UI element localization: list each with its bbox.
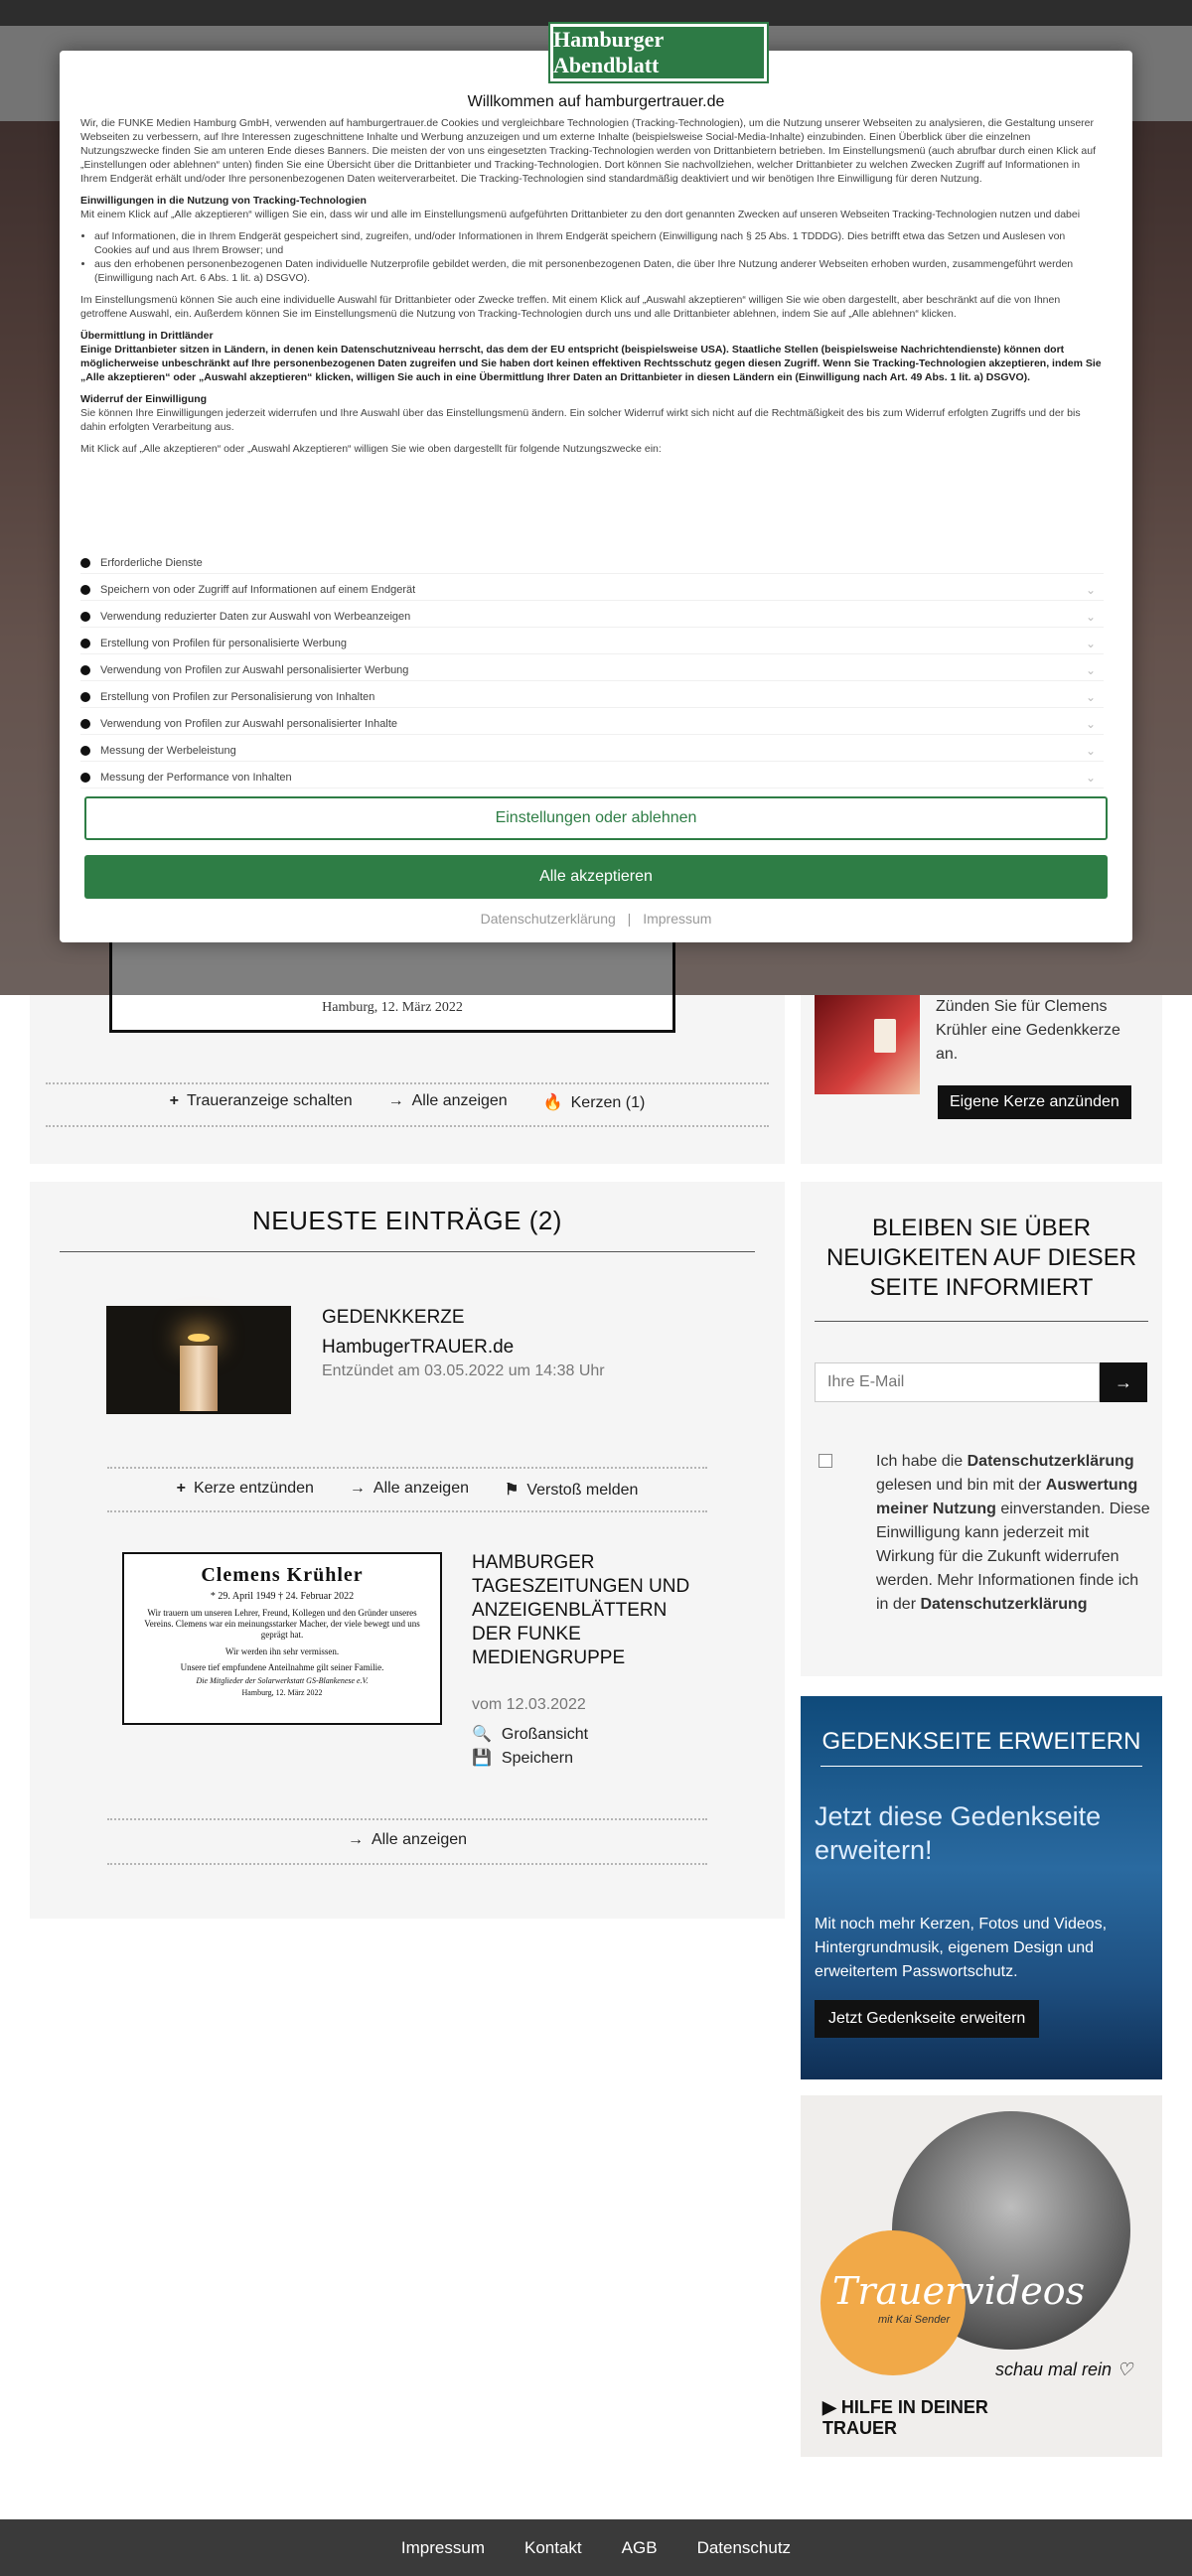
light-candle-link[interactable]: + Kerze entzünden (176, 1480, 314, 1497)
divider (107, 1510, 707, 1512)
divider (46, 1082, 769, 1084)
chevron-down-icon[interactable]: ⌄ (1085, 610, 1096, 624)
publish-date: vom 12.03.2022 (472, 1696, 586, 1713)
flame-glow (188, 1334, 210, 1342)
obituary-preview-date: Hamburg, 12. März 2022 (322, 1000, 463, 1015)
obit-text: Wir trauern um unseren Lehrer, Freund, Kollegen und den Gründer unseres Vereins. Clemens war ein meinungsstarker Macher, der viele bewegt und uns geprägt hat. (144, 1608, 420, 1640)
intro-text: Wir, die FUNKE Medien Hamburg GmbH, verwenden auf hamburgertrauer.de Cookies und vergleichbare Technologien (Tracking-Technologien), um die Nutzung unserer Webseiten zu analysieren, die Gestaltung unserer Webseiten zu verbessern, auf Ihre Interessen zugeschnittene Inhalte und Werbung anzuzeigen und um externe Inhalte (beispielsweise Social-Media-Inhalte) einzubinden. Einen Überblick über die einzelnen Nutzungszwecke finden Sie am unteren Ende dieses Banners. Die meisten der von uns eingesetzten Tracking-Technologien werden von Drittanbietern betrieben. Im Einstellungsmenü (auch abrufbar durch einen Klick auf „Einstellungen oder ablehnen“ unten) finden Sie eine Übersicht über die Drittanbieter und Tracking-Technologien. Dort können Sie nachvollziehen, welcher Drittanbieter zu welchen Zwecken Zugriff auf Informationen in Ihrem Endgerät erhält und/oder Ihre personenbezogenen Daten weiterverarbeitet. Die Tracking-Technologien sind standardmäßig deaktiviert und wir benötigen Ihre Einwilligung für deren Nutzung. (80, 117, 1097, 185)
consent-bullet: • aus den erhobenen personenbezogenen Daten individuelle Nutzerprofile gebildet werden, die mit personenbezogenen Daten, die über Ihre Nutzung anderer Webseiten erhoben wurden, zusammengeführt werden (Einwilligung nach Art. 6 Abs. 1 lit. a) DSGVO). (94, 257, 1104, 285)
trauervideos-ad[interactable] (801, 2095, 1162, 2457)
brand-sub: mit Kai Sender (878, 2314, 951, 2326)
imprint-link[interactable]: Impressum (643, 911, 712, 927)
analytics-link[interactable]: Auswertung meiner Nutzung (876, 1477, 1138, 1517)
divider (107, 1863, 707, 1865)
purposes-intro: Mit Klick auf „Alle akzeptieren“ oder „Auswahl Akzeptieren“ willigen Sie wie oben dargestellt für folgende Nutzungszwecke ein: (80, 443, 662, 455)
divider (107, 1818, 707, 1820)
modal-title: Willkommen auf hamburgertrauer.de (467, 93, 725, 110)
purpose-item[interactable]: Verwendung von Profilen zur Auswahl personalisierter Werbung ⌄ (80, 660, 1104, 681)
footer-link[interactable]: Impressum (400, 2537, 485, 2557)
settings-or-decline-button[interactable]: Einstellungen oder ablehnen (84, 796, 1108, 840)
purpose-item[interactable]: Verwendung reduzierter Daten zur Auswahl von Werbeanzeigen ⌄ (80, 607, 1104, 628)
chevron-down-icon[interactable]: ⌄ (1085, 690, 1096, 704)
arrow-right-icon: → (1115, 1371, 1132, 1392)
purpose-bullet (80, 612, 90, 622)
extend-page-button[interactable]: Jetzt Gedenkseite erweitern (815, 2000, 1039, 2038)
promo-headline: Jetzt diese Gedenkseite erweitern! (815, 1801, 1102, 1865)
purpose-bullet (80, 692, 90, 702)
purpose-bullet (80, 773, 90, 783)
chevron-down-icon[interactable]: ⌄ (1085, 663, 1096, 677)
entry-author: HambugerTRAUER.de (322, 1337, 515, 1358)
chevron-down-icon[interactable]: ⌄ (1085, 771, 1096, 785)
show-all-link[interactable]: → Alle anzeigen (349, 1480, 469, 1497)
show-all-link[interactable]: → Alle anzeigen (387, 1092, 508, 1109)
settings-text: Im Einstellungsmenü können Sie auch eine individuelle Auswahl für Drittanbieter oder Zwecke treffen. Mit einem Klick auf „Auswahl akzeptieren“ willigen Sie wie oben dargestellt, aber beschränkt auf die von Ihnen getroffene Auswahl, ein. Außerdem können Sie im Einstellungsmenü die Nutzung von Tracking-Technologien durch uns und alle Drittanbieter ablehnen, indem Sie auf „Alle ablehnen“ klicken. (80, 294, 1061, 320)
promo-card (801, 1696, 1162, 2079)
arrow-right-icon: → (387, 1092, 404, 1109)
latest-entries-title: NEUESTE EINTRÄGE (2) (252, 1206, 562, 1235)
help-cta[interactable]: ▶ HILFE IN DEINER TRAUER (822, 2397, 988, 2438)
email-input[interactable] (815, 1362, 1100, 1402)
accept-all-button[interactable]: Alle akzeptieren (84, 855, 1108, 899)
consent-bullet: • auf Informationen, die in Ihrem Endgerät gespeichert sind, zugreifen, und/oder Informationen in Ihrem Endgerät speichern (Einwilligung nach § 25 Abs. 1 TDDDG). Dies betrifft etwa das Setzen und Auslesen von Cookies auf und aus Ihrem Browser; und (94, 229, 1104, 257)
modal-body (80, 116, 1104, 464)
report-link[interactable]: ⚑ Verstoß melden (505, 1482, 639, 1499)
purpose-item[interactable]: Speichern von oder Zugriff auf Informationen auf einem Endgerät ⌄ (80, 580, 1104, 601)
purpose-bullet (80, 746, 90, 756)
chevron-down-icon[interactable]: ⌄ (1085, 717, 1096, 731)
link-separator: | (627, 911, 632, 927)
consent-heading: Einwilligungen in die Nutzung von Tracking-Technologien (80, 195, 367, 207)
obituary-thumbnail[interactable] (122, 1552, 442, 1725)
arrow-right-icon: → (349, 1480, 366, 1497)
candle-image (815, 995, 920, 1094)
chevron-down-icon[interactable]: ⌄ (1085, 744, 1096, 758)
consent-list (80, 229, 1104, 285)
purpose-bullet (80, 639, 90, 648)
privacy-link[interactable]: Datenschutzerklärung (920, 1596, 1088, 1613)
obit-text: Hamburg, 12. März 2022 (241, 1688, 323, 1697)
transfer-text: Einige Drittanbieter sitzen in Ländern, in denen kein Datenschutzniveau herrscht, das dem der EU entspricht (beispielsweise USA). Staatliche Stellen (beispielsweise Nachrichtendienste) können dort möglicherweise unbeschränkt auf Ihre personenbezogenen Daten zugreifen und Sie haben dort keinen effektiven Rechtsschutz gegen diesen Zugriff. Wenn Sie Tracking-Technologien akzeptieren, indem Sie „Alle akzeptieren“ oder „Auswahl akzeptieren“ klicken, willigen Sie auch in eine Übermittlung Ihrer Daten an Drittanbieter in diesen Ländern ein (Einwilligung nach Art. 49 Abs. 1 lit. a) DSGVO). (80, 344, 1102, 383)
save-link[interactable]: 💾 Speichern (472, 1750, 573, 1767)
transfer-heading: Übermittlung in Drittländer (80, 330, 214, 342)
purpose-item[interactable]: Messung der Werbeleistung ⌄ (80, 741, 1104, 762)
candle-shape (874, 1019, 896, 1053)
title-underline (815, 1321, 1148, 1322)
divider (46, 1125, 769, 1127)
brand-logo: Hamburger Abendblatt (550, 24, 767, 81)
show-all-link[interactable]: → Alle anzeigen (347, 1831, 468, 1848)
entry-actions (107, 1480, 707, 1500)
purpose-bullet (80, 558, 90, 568)
latest-entries-section (30, 1182, 785, 1919)
promo-underline (820, 1766, 1142, 1767)
footer-link[interactable]: Datenschutz (696, 2537, 792, 2557)
purpose-item[interactable]: Messung der Performance von Inhalten ⌄ (80, 768, 1104, 788)
newsletter-title: BLEIBEN SIE ÜBER NEUIGKEITEN AUF DIESER SEITE INFORMIERT (825, 1215, 1137, 1301)
revoke-text: Sie können Ihre Einwilligungen jederzeit widerrufen und Ihre Auswahl über das Einstellungsmenü ändern. Ein solcher Widerruf wirkt sich nicht auf die Rechtmäßigkeit des bis zum Widerruf erfolgten Zugriffs und der bis dahin erfolgten Verarbeitung aus. (80, 407, 1081, 433)
flag-icon: ⚑ (505, 1482, 520, 1499)
obituary-links (46, 1092, 769, 1112)
purpose-bullet (80, 585, 90, 595)
consent-text: Ich habe die Datenschutzerklärung gelesen und bin mit der Auswertung meiner Nutzung einverstanden. Diese Einwilligung kann jederzeit mit Wirkung für die Zukunft widerrufen werden. Mehr Informationen finde ich in der Datenschutzerklärung (876, 1453, 1150, 1613)
privacy-link[interactable]: Datenschutzerklärung (967, 1453, 1134, 1470)
chevron-down-icon[interactable]: ⌄ (1085, 637, 1096, 650)
entry-type: GEDENKKERZE (322, 1307, 465, 1328)
entry-meta: Entzündet am 03.05.2022 um 14:38 Uhr (322, 1362, 605, 1379)
submit-arrow-button[interactable] (1100, 1362, 1147, 1402)
consent-checkbox[interactable] (819, 1454, 832, 1468)
plus-icon: + (176, 1480, 186, 1497)
purpose-item[interactable]: Verwendung von Profilen zur Auswahl personalisierter Inhalte ⌄ (80, 714, 1104, 735)
plus-icon: + (169, 1092, 179, 1109)
candle-body (180, 1346, 218, 1411)
obit-text: Unsere tief empfundene Anteilnahme gilt seiner Familie. (180, 1662, 384, 1672)
zoom-icon: 🔍 (472, 1726, 492, 1743)
publisher-name: HAMBURGER TAGESZEITUNGEN UND ANZEIGENBLÄTTERN DER FUNKE MEDIENGRUPPE (472, 1552, 690, 1668)
candle-photo (106, 1306, 291, 1414)
arrow-right-icon: → (347, 1831, 364, 1848)
brand-logo: Trauervideos (832, 2269, 1086, 2313)
show-all-row (107, 1831, 707, 1849)
purpose-item[interactable]: Erstellung von Profilen für personalisierte Werbung ⌄ (80, 634, 1104, 654)
light-candle-button[interactable]: Eigene Kerze anzünden (938, 1085, 1131, 1119)
obit-text: Wir werden ihn sehr vermissen. (224, 1646, 340, 1656)
chevron-down-icon[interactable]: ⌄ (1085, 583, 1096, 597)
title-underline (60, 1251, 755, 1252)
consent-modal (60, 27, 1132, 942)
post-notice-link[interactable]: + Traueranzeige schalten (169, 1092, 353, 1109)
flame-icon: 🔥 (542, 1094, 563, 1111)
divider (107, 1467, 707, 1469)
obit-name: Clemens Krühler (201, 1564, 364, 1586)
promo-text: Mit noch mehr Kerzen, Fotos und Videos, Hintergrundmusik, eigenem Design und erweitertem Passwortschutz. (815, 1916, 1108, 1980)
footer-link[interactable]: AGB (621, 2537, 658, 2557)
obit-dates: * 29. April 1949 † 24. Februar 2022 (210, 1591, 355, 1602)
candle-text: Zünden Sie für Clemens Krühler eine Gedenkkerze an. (936, 998, 1120, 1063)
heart-icon: ♡ (1117, 2360, 1133, 2379)
obit-text: Die Mitglieder der Solarwerkstatt GS-Blankenese e.V. (196, 1676, 369, 1685)
tagline: schau mal rein ♡ (995, 2360, 1133, 2379)
modal-links (60, 911, 1132, 927)
purpose-item: Erforderliche Dienste (80, 553, 1104, 574)
purpose-bullet (80, 719, 90, 729)
purpose-item[interactable]: Erstellung von Profilen zur Personalisierung von Inhalten ⌄ (80, 687, 1104, 708)
revoke-heading: Widerruf der Einwilligung (80, 393, 208, 405)
footer (0, 2519, 1192, 2576)
large-view-link[interactable]: 🔍 Großansicht (472, 1726, 589, 1743)
promo-heading: GEDENKSEITE ERWEITERN (821, 1728, 1141, 1755)
purpose-bullet (80, 665, 90, 675)
save-icon: 💾 (472, 1750, 492, 1767)
candles-link[interactable]: 🔥 Kerzen (1) (542, 1094, 646, 1111)
consent-text: Mit einem Klick auf „Alle akzeptieren“ willigen Sie ein, dass wir und alle im Einstellungsmenü aufgeführten Drittanbieter zu den dort genannten Zwecken auf unseren Webseiten Tracking-Technologien nutzen und dabei (80, 209, 1081, 220)
privacy-link[interactable]: Datenschutzerklärung (480, 911, 616, 927)
footer-link[interactable]: Kontakt (524, 2537, 582, 2557)
